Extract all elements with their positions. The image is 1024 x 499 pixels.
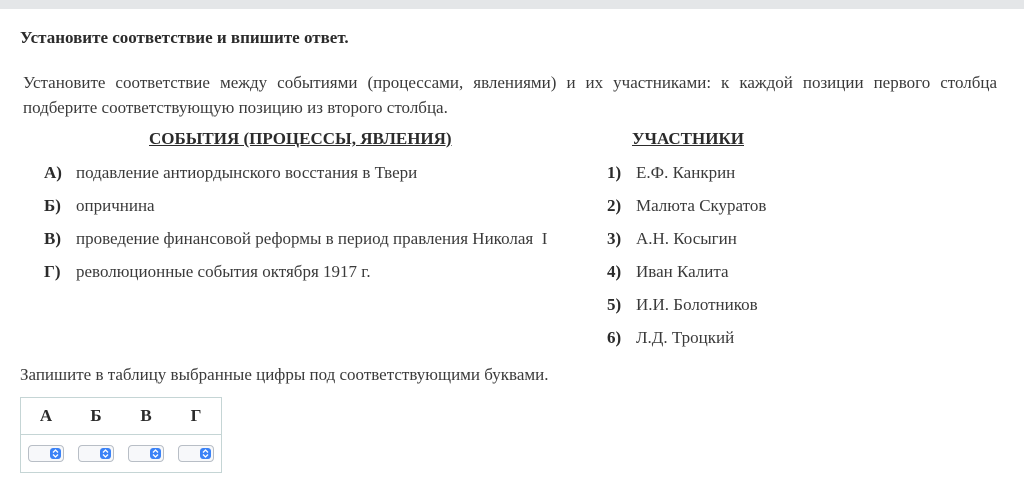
- task-heading: Установите соответствие и впишите ответ.: [20, 28, 349, 47]
- events-column-title: СОБЫТИЯ (ПРОЦЕССЫ, ЯВЛЕНИЯ): [149, 129, 452, 148]
- chevron-up-down-icon: [200, 448, 211, 459]
- participant-key: 5): [607, 295, 622, 314]
- participant-key: 1): [607, 163, 622, 182]
- answer-select-a[interactable]: [28, 445, 64, 462]
- event-key: Г): [44, 262, 61, 281]
- chevron-up-down-icon: [100, 448, 111, 459]
- answer-header-a: А: [21, 398, 72, 435]
- top-bar: [0, 0, 1024, 9]
- answer-cell-g: [171, 435, 222, 473]
- answer-header-b: Б: [71, 398, 121, 435]
- chevron-up-down-icon: [150, 448, 161, 459]
- event-text: подавление антиордынского восстания в Твери: [76, 163, 418, 182]
- answer-select-b[interactable]: [78, 445, 114, 462]
- chevron-up-down-icon: [50, 448, 61, 459]
- participant-text: Иван Калита: [636, 262, 729, 281]
- event-key: Б): [44, 196, 61, 215]
- participant-text: И.И. Болотников: [636, 295, 758, 314]
- event-key: А): [44, 163, 62, 182]
- participant-text: А.Н. Косыгин: [636, 229, 737, 248]
- answer-select-v[interactable]: [128, 445, 164, 462]
- answer-table: [20, 397, 222, 473]
- participant-key: 3): [607, 229, 622, 248]
- answer-cell-a: [21, 435, 72, 473]
- event-text: опричнина: [76, 196, 155, 215]
- participant-key: 4): [607, 262, 622, 281]
- answer-cell-v: [121, 435, 171, 473]
- task-intro: Установите соответствие между событиями (процессами, явлениями) и их участниками: к каждой позиции первого столбца подберите соответствующую позицию из второго столбца.: [23, 73, 997, 117]
- participant-text: Л.Д. Троцкий: [636, 328, 735, 347]
- answer-select-g[interactable]: [178, 445, 214, 462]
- event-text: революционные события октября 1917 г.: [76, 262, 371, 281]
- event-text: проведение финансовой реформы в период правления Николая I: [76, 229, 548, 248]
- participants-column-title: УЧАСТНИКИ: [632, 129, 744, 148]
- participant-key: 6): [607, 328, 622, 347]
- answer-cell-b: [71, 435, 121, 473]
- participant-key: 2): [607, 196, 622, 215]
- participant-text: Малюта Скуратов: [636, 196, 767, 215]
- event-key: В): [44, 229, 61, 248]
- participant-text: Е.Ф. Канкрин: [636, 163, 736, 182]
- answer-header-v: В: [121, 398, 171, 435]
- answer-instruction: Запишите в таблицу выбранные цифры под соответствующими буквами.: [20, 365, 549, 384]
- answer-header-g: Г: [171, 398, 222, 435]
